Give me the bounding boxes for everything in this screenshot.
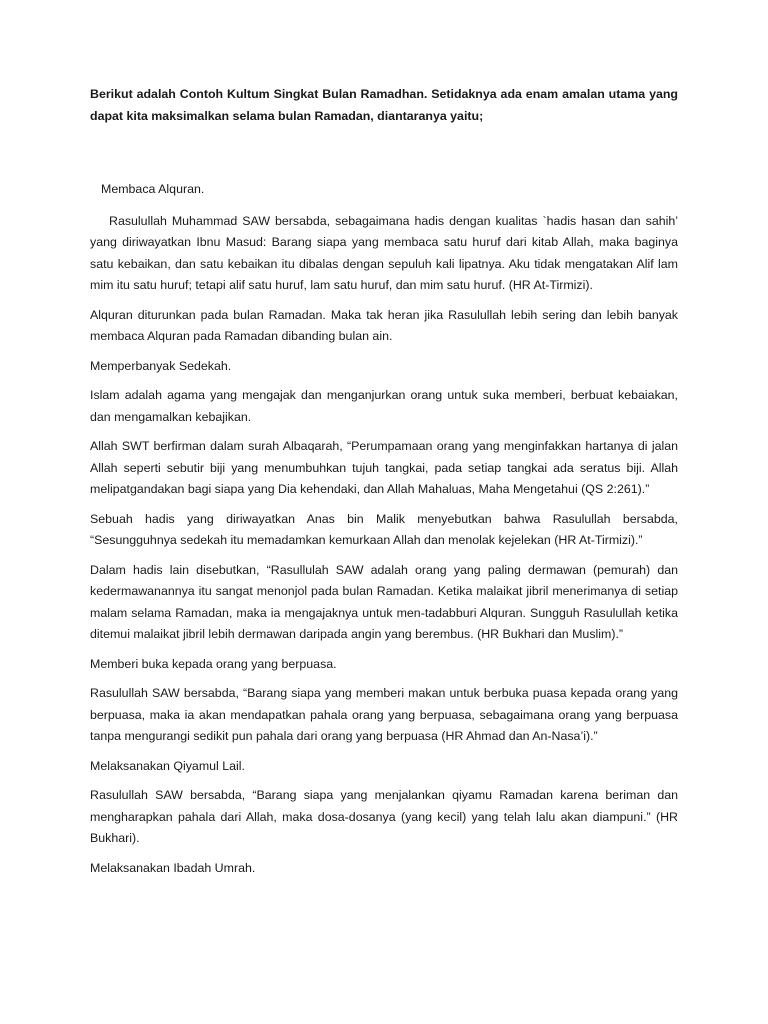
paragraph-hadis-anas: Sebuah hadis yang diriwayatkan Anas bin Malik menyebutkan bahwa Rasulullah bersabda, “Sesungguhnya sedekah itu memadamkan kemurkaan Allah dan menolak kejelekan (HR At-Tirmizi).” [90,511,678,547]
paragraph-islam-memberi: Islam adalah agama yang mengajak dan menganjurkan orang untuk suka memberi, berbuat kebaiakan, dan mengamalkan kebajikan. [90,388,678,424]
paragraph-alquran-ramadan: Alquran diturunkan pada bulan Ramadan. Maka tak heran jika Rasulullah lebih sering dan lebih banyak membaca Alquran pada Ramadan dibanding bulan ain. [90,307,678,343]
heading-qiyamul-lail: Melaksanakan Qiyamul Lail. [90,758,245,773]
paragraph-albaqarah: Allah SWT berfirman dalam surah Albaqarah, “Perumpamaan orang yang menginfakkan hartanya di jalan Allah seperti sebutir biji yang menumbuhkan tujuh tangkai, pada setiap tangkai ada seratus biji. Allah melipatgandakan bagi siapa yang Dia kehendaki, dan Allah Mahaluas, Maha Mengetahui (QS 2:261).” [90,439,678,496]
document-page [90,84,678,879]
paragraph-hadis-membaca: Rasulullah Muhammad SAW bersabda, sebagaimana hadis dengan kualitas `hadis hasan dan sahih’ yang diriwayatkan Ibnu Masud: Barang siapa yang membaca satu huruf dari kitab Allah, maka baginya satu kebaikan, dan satu kebaikan itu dibalas dengan sepuluh kali lipatnya. Aku tidak mengatakan Alif lam mim itu satu huruf; tetapi alif satu huruf, lam satu huruf, dan mim satu huruf. (HR At-Tirmizi). [90,213,678,292]
heading-memberi-buka: Memberi buka kepada orang yang berpuasa. [90,656,337,671]
heading-ibadah-umrah: Melaksanakan Ibadah Umrah. [90,860,256,875]
heading-memperbanyak-sedekah: Memperbanyak Sedekah. [90,358,232,373]
paragraph-hadis-berbuka: Rasulullah SAW bersabda, “Barang siapa yang memberi makan untuk berbuka puasa kepada orang yang berpuasa, maka ia akan mendapatkan pahala orang yang berpuasa, sebagaimana orang yang berpuasa tanpa mengurangi sedikit pun pahala dari orang yang berpuasa (HR Ahmad dan An-Nasa’i).” [90,686,678,743]
heading-membaca-alquran: Membaca Alquran. [101,182,205,196]
intro-paragraph: Berikut adalah Contoh Kultum Singkat Bulan Ramadhan. Setidaknya ada enam amalan utama yang dapat kita maksimalkan selama bulan Ramadan, diantaranya yaitu; [90,87,678,123]
paragraph-hadis-qiyam: Rasulullah SAW bersabda, “Barang siapa yang menjalankan qiyamu Ramadan karena beriman dan mengharapkan pahala dari Allah, maka dosa-dosanya (yang kecil) yang telah lalu akan diampuni.” (HR Bukhari). [90,788,678,845]
paragraph-hadis-dermawan: Dalam hadis lain disebutkan, “Rasullulah SAW adalah orang yang paling dermawan (pemurah) dan kedermawanannya itu sangat menonjol pada bulan Ramadan. Ketika malaikat jibril menerimanya di setiap malam selama Ramadan, maka ia mengajaknya untuk men-tadabburi Alquran. Sungguh Rasulullah ketika ditemui malaikat jibril lebih dermawan daripada angin yang berembus. (HR Bukhari dan Muslim).” [90,562,678,641]
